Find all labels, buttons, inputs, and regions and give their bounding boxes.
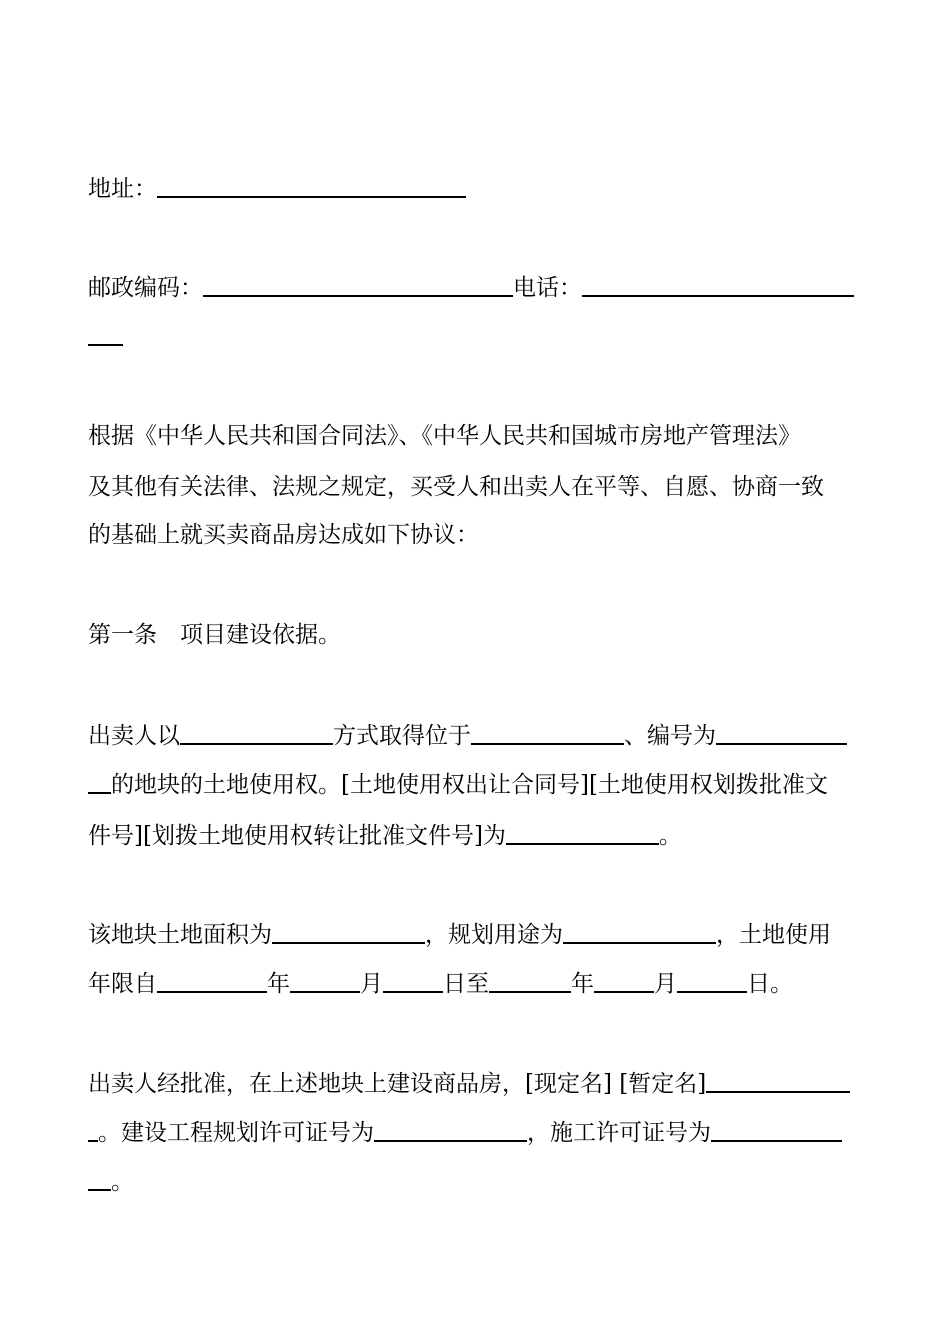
year-label-1: 年 (267, 971, 290, 997)
address-blank[interactable] (157, 176, 466, 198)
land-text-e: 件号][划拨土地使用权转让批准文件号]为 (88, 823, 506, 849)
preamble-line-1: 根据《中华人民共和国合同法》、《中华人民共和国城市房地产管理法》 (88, 423, 801, 449)
build-line-2 (88, 1120, 842, 1145)
area-line-2 (88, 971, 793, 996)
land-text-b: 方式取得位于 (333, 723, 471, 749)
land-area-blank[interactable] (272, 922, 425, 944)
land-number-blank[interactable] (716, 723, 847, 745)
build-line-3 (88, 1169, 134, 1194)
end-day-blank[interactable] (677, 971, 747, 993)
build-text-a: 出卖人经批准，在上述地块上建设商品房，[现定名] [暂定名] (88, 1071, 707, 1097)
project-name-blank[interactable] (706, 1071, 850, 1093)
preamble-line-2: 及其他有关法律、法规之规定，买受人和出卖人在平等、自愿、协商一致 (88, 474, 824, 500)
phone-blank-continued-line (88, 324, 123, 349)
build-line-1 (88, 1071, 850, 1096)
end-month-blank[interactable] (594, 971, 654, 993)
phone-blank[interactable] (582, 275, 854, 297)
phone-label: 电话： (513, 275, 582, 301)
phone-blank-continued[interactable] (88, 324, 123, 346)
land-location-blank[interactable] (471, 723, 624, 745)
land-line-3 (88, 823, 682, 848)
day-label-2: 日。 (747, 971, 793, 997)
article-1-heading: 第一条 项目建设依据。 (88, 622, 341, 648)
construction-permit-blank[interactable] (711, 1120, 842, 1142)
area-text-a: 该地块土地面积为 (88, 922, 272, 948)
land-text-d: 的地块的土地使用权。[土地使用权出让合同号][土地使用权划拨批准文 (111, 772, 828, 798)
preamble-line-3: 的基础上就买卖商品房达成如下协议： (88, 522, 479, 548)
postal-phone-line (88, 275, 854, 300)
postal-blank[interactable] (203, 275, 513, 297)
start-month-blank[interactable] (290, 971, 360, 993)
build-text-d: 。 (111, 1169, 134, 1195)
month-label-1: 月 (360, 971, 383, 997)
planned-use-blank[interactable] (563, 922, 716, 944)
land-text-f: 。 (658, 823, 682, 849)
start-day-blank[interactable] (383, 971, 443, 993)
land-text-c: 、编号为 (624, 723, 716, 749)
land-line-2 (88, 772, 828, 797)
land-number-blank-continued[interactable] (88, 772, 111, 794)
year-label-2: 年 (571, 971, 594, 997)
build-text-b: 。建设工程规划许可证号为 (98, 1120, 374, 1146)
area-text-d: 年限自 (88, 971, 157, 997)
construction-permit-blank-continued[interactable] (88, 1169, 111, 1191)
contract-number-blank[interactable] (506, 823, 659, 845)
start-year-blank[interactable] (157, 971, 267, 993)
end-year-blank[interactable] (489, 971, 571, 993)
build-text-c: ，施工许可证号为 (527, 1120, 711, 1146)
area-text-b: ，规划用途为 (425, 922, 563, 948)
address-label: 地址： (88, 176, 157, 202)
land-text-a: 出卖人以 (88, 723, 180, 749)
area-line-1 (88, 922, 831, 947)
day-label-1: 日至 (443, 971, 489, 997)
planning-permit-blank[interactable] (374, 1120, 527, 1142)
land-line-1 (88, 723, 847, 748)
project-name-blank-continued[interactable] (88, 1120, 98, 1142)
area-text-c: ，土地使用 (716, 922, 831, 948)
postal-label: 邮政编码： (88, 275, 203, 301)
address-line (88, 176, 466, 201)
month-label-2: 月 (654, 971, 677, 997)
land-acquisition-method-blank[interactable] (180, 723, 333, 745)
